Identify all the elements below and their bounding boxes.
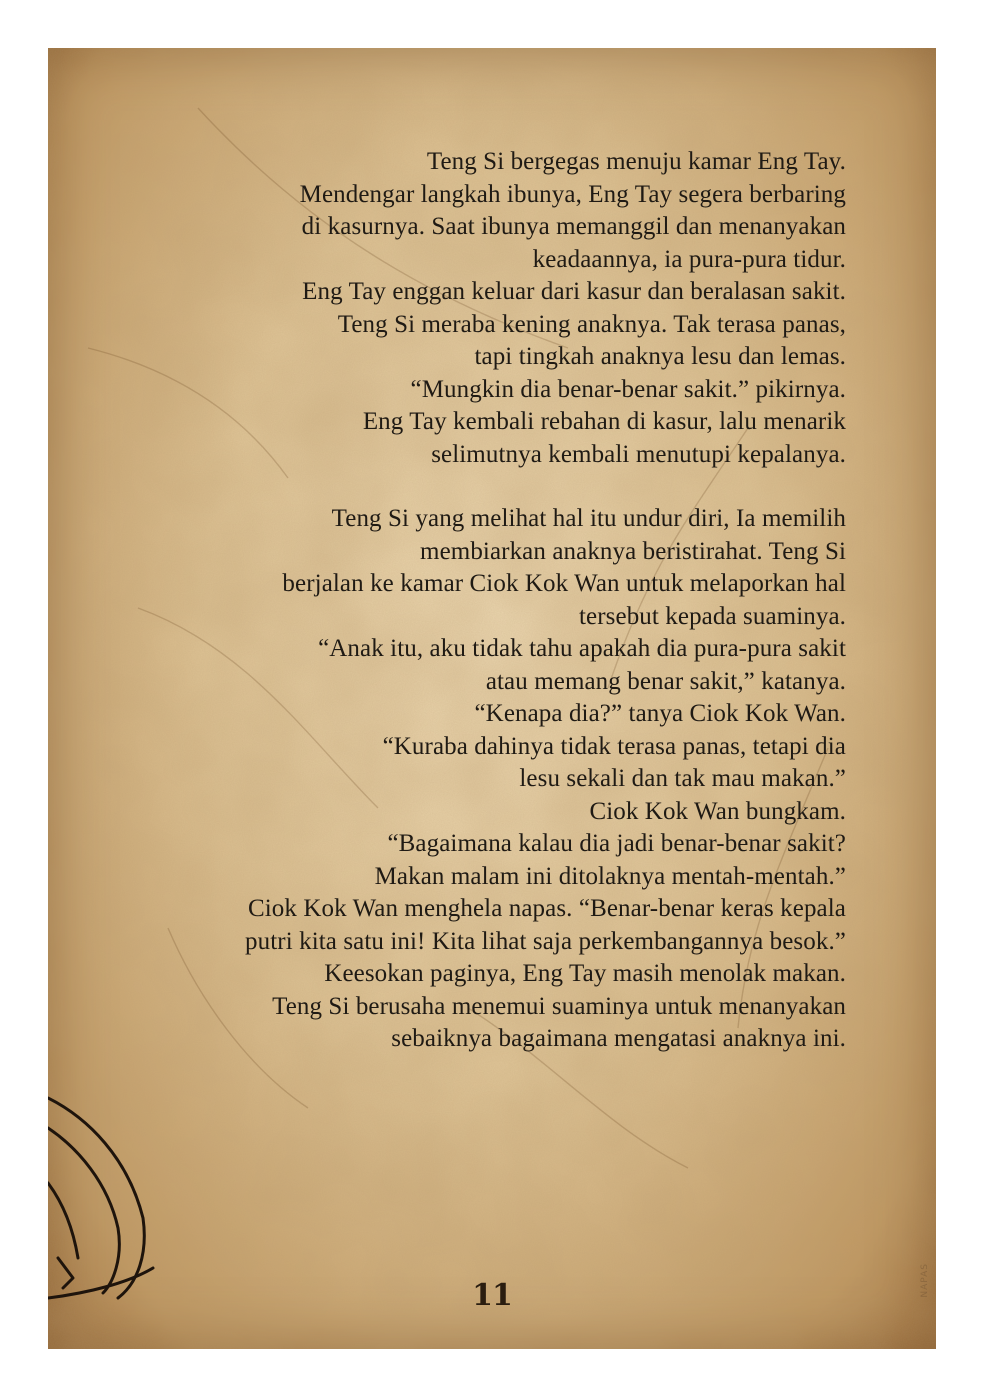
text-line: “Anak itu, aku tidak tahu apakah dia pura-pura sakit [318, 635, 846, 662]
text-line: tersebut kepada suaminya. [579, 602, 846, 630]
text-line: Makan malam ini ditolaknya mentah-mentah.” [374, 862, 846, 890]
text-line: sebaiknya bagaimana mengatasi anaknya ini. [391, 1025, 846, 1052]
text-line: Eng Tay enggan keluar dari kasur dan beralasan sakit. [302, 278, 846, 305]
text-line: Mendengar langkah ibunya, Eng Tay segera berbaring [299, 180, 846, 208]
text-line: Teng Si bergegas menuju kamar Eng Tay. [426, 148, 846, 175]
text-line: Eng Tay kembali rebahan di kasur, lalu menarik [362, 408, 846, 435]
side-watermark: NAPAS [920, 1263, 930, 1298]
text-line: selimutnya kembali menutupi kepalanya. [431, 440, 846, 468]
text-line: tapi tingkah anaknya lesu dan lemas. [474, 343, 846, 370]
text-line: Teng Si berusaha menemui suaminya untuk menanyakan [272, 992, 846, 1020]
text-line: “Kenapa dia?” tanya Ciok Kok Wan. [474, 700, 846, 727]
text-line: Teng Si yang melihat hal itu undur diri, Ia memilih [331, 505, 846, 532]
text-line: putri kita satu ini! Kita lihat saja perkembangannya besok.” [245, 927, 846, 955]
text-line: Keesokan paginya, Eng Tay masih menolak makan. [324, 960, 846, 987]
text-line: Ciok Kok Wan bungkam. [589, 797, 846, 825]
paragraph-gap [126, 471, 846, 503]
text-line: membiarkan anaknya beristirahat. Teng Si [420, 537, 846, 565]
page-number: 11 [472, 1278, 512, 1313]
text-line: atau memang benar sakit,” katanya. [485, 667, 846, 695]
text-line: keadaannya, ia pura-pura tidur. [532, 245, 846, 273]
text-line: “Bagaimana kalau dia jadi benar-benar sakit? [387, 830, 846, 857]
book-page [48, 48, 936, 1349]
text-line: berjalan ke kamar Ciok Kok Wan untuk melaporkan hal [282, 570, 846, 597]
text-line: “Kuraba dahinya tidak terasa panas, tetapi dia [382, 732, 846, 760]
text-line: “Mungkin dia benar-benar sakit.” pikirnya. [410, 375, 846, 403]
text-line: lesu sekali dan tak mau makan.” [519, 765, 846, 792]
text-line: Ciok Kok Wan menghela napas. “Benar-benar keras kepala [247, 895, 846, 922]
text-line: Teng Si meraba kening anaknya. Tak terasa panas, [337, 310, 846, 338]
quill-feather-icon [48, 1088, 158, 1308]
text-line: di kasurnya. Saat ibunya memanggil dan menanyakan [301, 213, 846, 240]
story-text [126, 146, 846, 1056]
